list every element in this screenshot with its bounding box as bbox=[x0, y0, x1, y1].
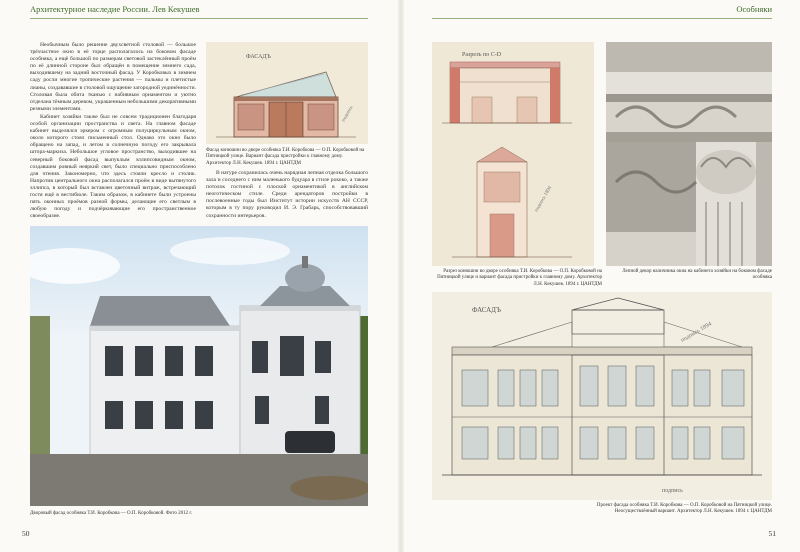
caption-mansion-photo: Дворовый фасад особняка Т.И. Коробкова — О.П. Коробковой. Фото 2012 г. bbox=[30, 511, 193, 516]
drawing-label-facade: ФАСАДЪ bbox=[472, 306, 501, 314]
left-body-text-2 bbox=[206, 170, 368, 220]
paragraph: В натуре сохранилась очень нарядная лепная отделка большого зала и соседнего с ним маленького будуара в стиле рококо, а также потолок гостиной с плоской орнаментикой в английском неоготическом стиле. Среди арендаторов постройки в послевоенные годы был Институт истории искусств АН СССР, которым в ту пору руководил И. Э. Грабарь, способствовавший сохранности интерьеров. bbox=[206, 170, 368, 219]
mansion-courtyard-photo bbox=[30, 226, 368, 506]
stable-facade-drawing bbox=[206, 42, 368, 144]
stucco-detail-photo bbox=[606, 42, 772, 266]
drawing-label: ФАСАДЪ bbox=[246, 54, 271, 60]
page-number-left: 50 bbox=[22, 529, 30, 538]
caption-stable-section: Разрез конюшни во дворе особняка Т.И. Коробкова — О.П. Коробковой на Пятницкой улице и вариант фасада пристройки к главному дому. Архитектор Л.Н. Кекушев. 1894 г. ЦАНТДМ bbox=[437, 269, 602, 287]
svg-text:подпись 1894: подпись 1894 bbox=[680, 321, 713, 344]
svg-text:подпись 1894: подпись 1894 bbox=[534, 185, 554, 213]
svg-text:подпись: подпись bbox=[341, 105, 355, 123]
stable-section-drawing bbox=[432, 42, 594, 266]
drawing-label-section: Разрезъ по С-D bbox=[462, 52, 502, 58]
header-rule-left bbox=[30, 18, 368, 19]
caption-stucco-detail: Лепной декор наличника окна на кабинета хозяйки на боковом фасаде особняка bbox=[622, 269, 772, 281]
paragraph: Необычным было решение двухсветной столовой — большое трёхчастное окно в её торце располагалось на боковом фасаде особняка, а ещё большой по размерам световой застеклённый проём по её длинной стороне был обращён в помещение зимнего сада, выходившему на задний восточный фасад. У Коробковых в зимнем саду росли многие тропические растения — пальмы и плетистые лианы, создававшие в столовой ощущение загородной уединённости. Столовая была обита тканью с набивным орнаментом и уютно отделана тёмным деревом, украшенным небольшими декоративными резными элементами. bbox=[30, 42, 196, 112]
header-rule-right bbox=[432, 18, 772, 19]
book-spine bbox=[398, 0, 404, 552]
running-header-left: Архитектурное наследие России. Лев Кекушев bbox=[30, 4, 200, 14]
paragraph: Кабинет хозяйки также был не совсем традиционен благодаря особой организации пространства и света. На главном фасаде кабинет выделялся эркером с огромным полуциркульным окном, около которого стоял письменный стол. Однако это окно было обращено на запад, и летом в солнечную погоду его закрывала штора-маркиза. Небольшое угловое пространство, выходившее на северный боковой фасад выпуклым эллипсовидным окном, создавшим ровный неяркий свет, было специально приспособлено для чтения. Закономерно, что здесь стояли кресло и столик. Напротив центрального окна располагался проём в виде вытянутого эллипса, в который был вставлен цветочный витраж, встречающий гостя ещё в вестибюле. Таким образом, в кабинете были устроены пять оконных проёмов разной формы, делающие его светлым в любую погоду и подчёркивающие его пространственное своеобразие. bbox=[30, 113, 196, 220]
caption-mansion-facade: Проект фасада особняка Т.И. Коробкова — О.П. Коробковой на Пятницкой улице. Неосуществлённый вариант. Архитектор Л.Н. Кекушев. 1894 г. ЦАНТДМ bbox=[596, 503, 772, 515]
page-number-right: 51 bbox=[768, 529, 776, 538]
svg-text:подпись: подпись bbox=[662, 488, 683, 494]
running-header-right: Особняки bbox=[736, 4, 772, 14]
caption-stable-facade: Фасад конюшни во дворе особняка Т.И. Коробкова — О.П. Коробковой на Пятницкой улице. Вариант фасада пристройки к главному дому. Архитектор Л.Н. Кекушев. 1894 г. ЦАНТДМ bbox=[206, 148, 365, 166]
left-body-text bbox=[30, 42, 196, 221]
mansion-facade-drawing bbox=[432, 292, 772, 500]
